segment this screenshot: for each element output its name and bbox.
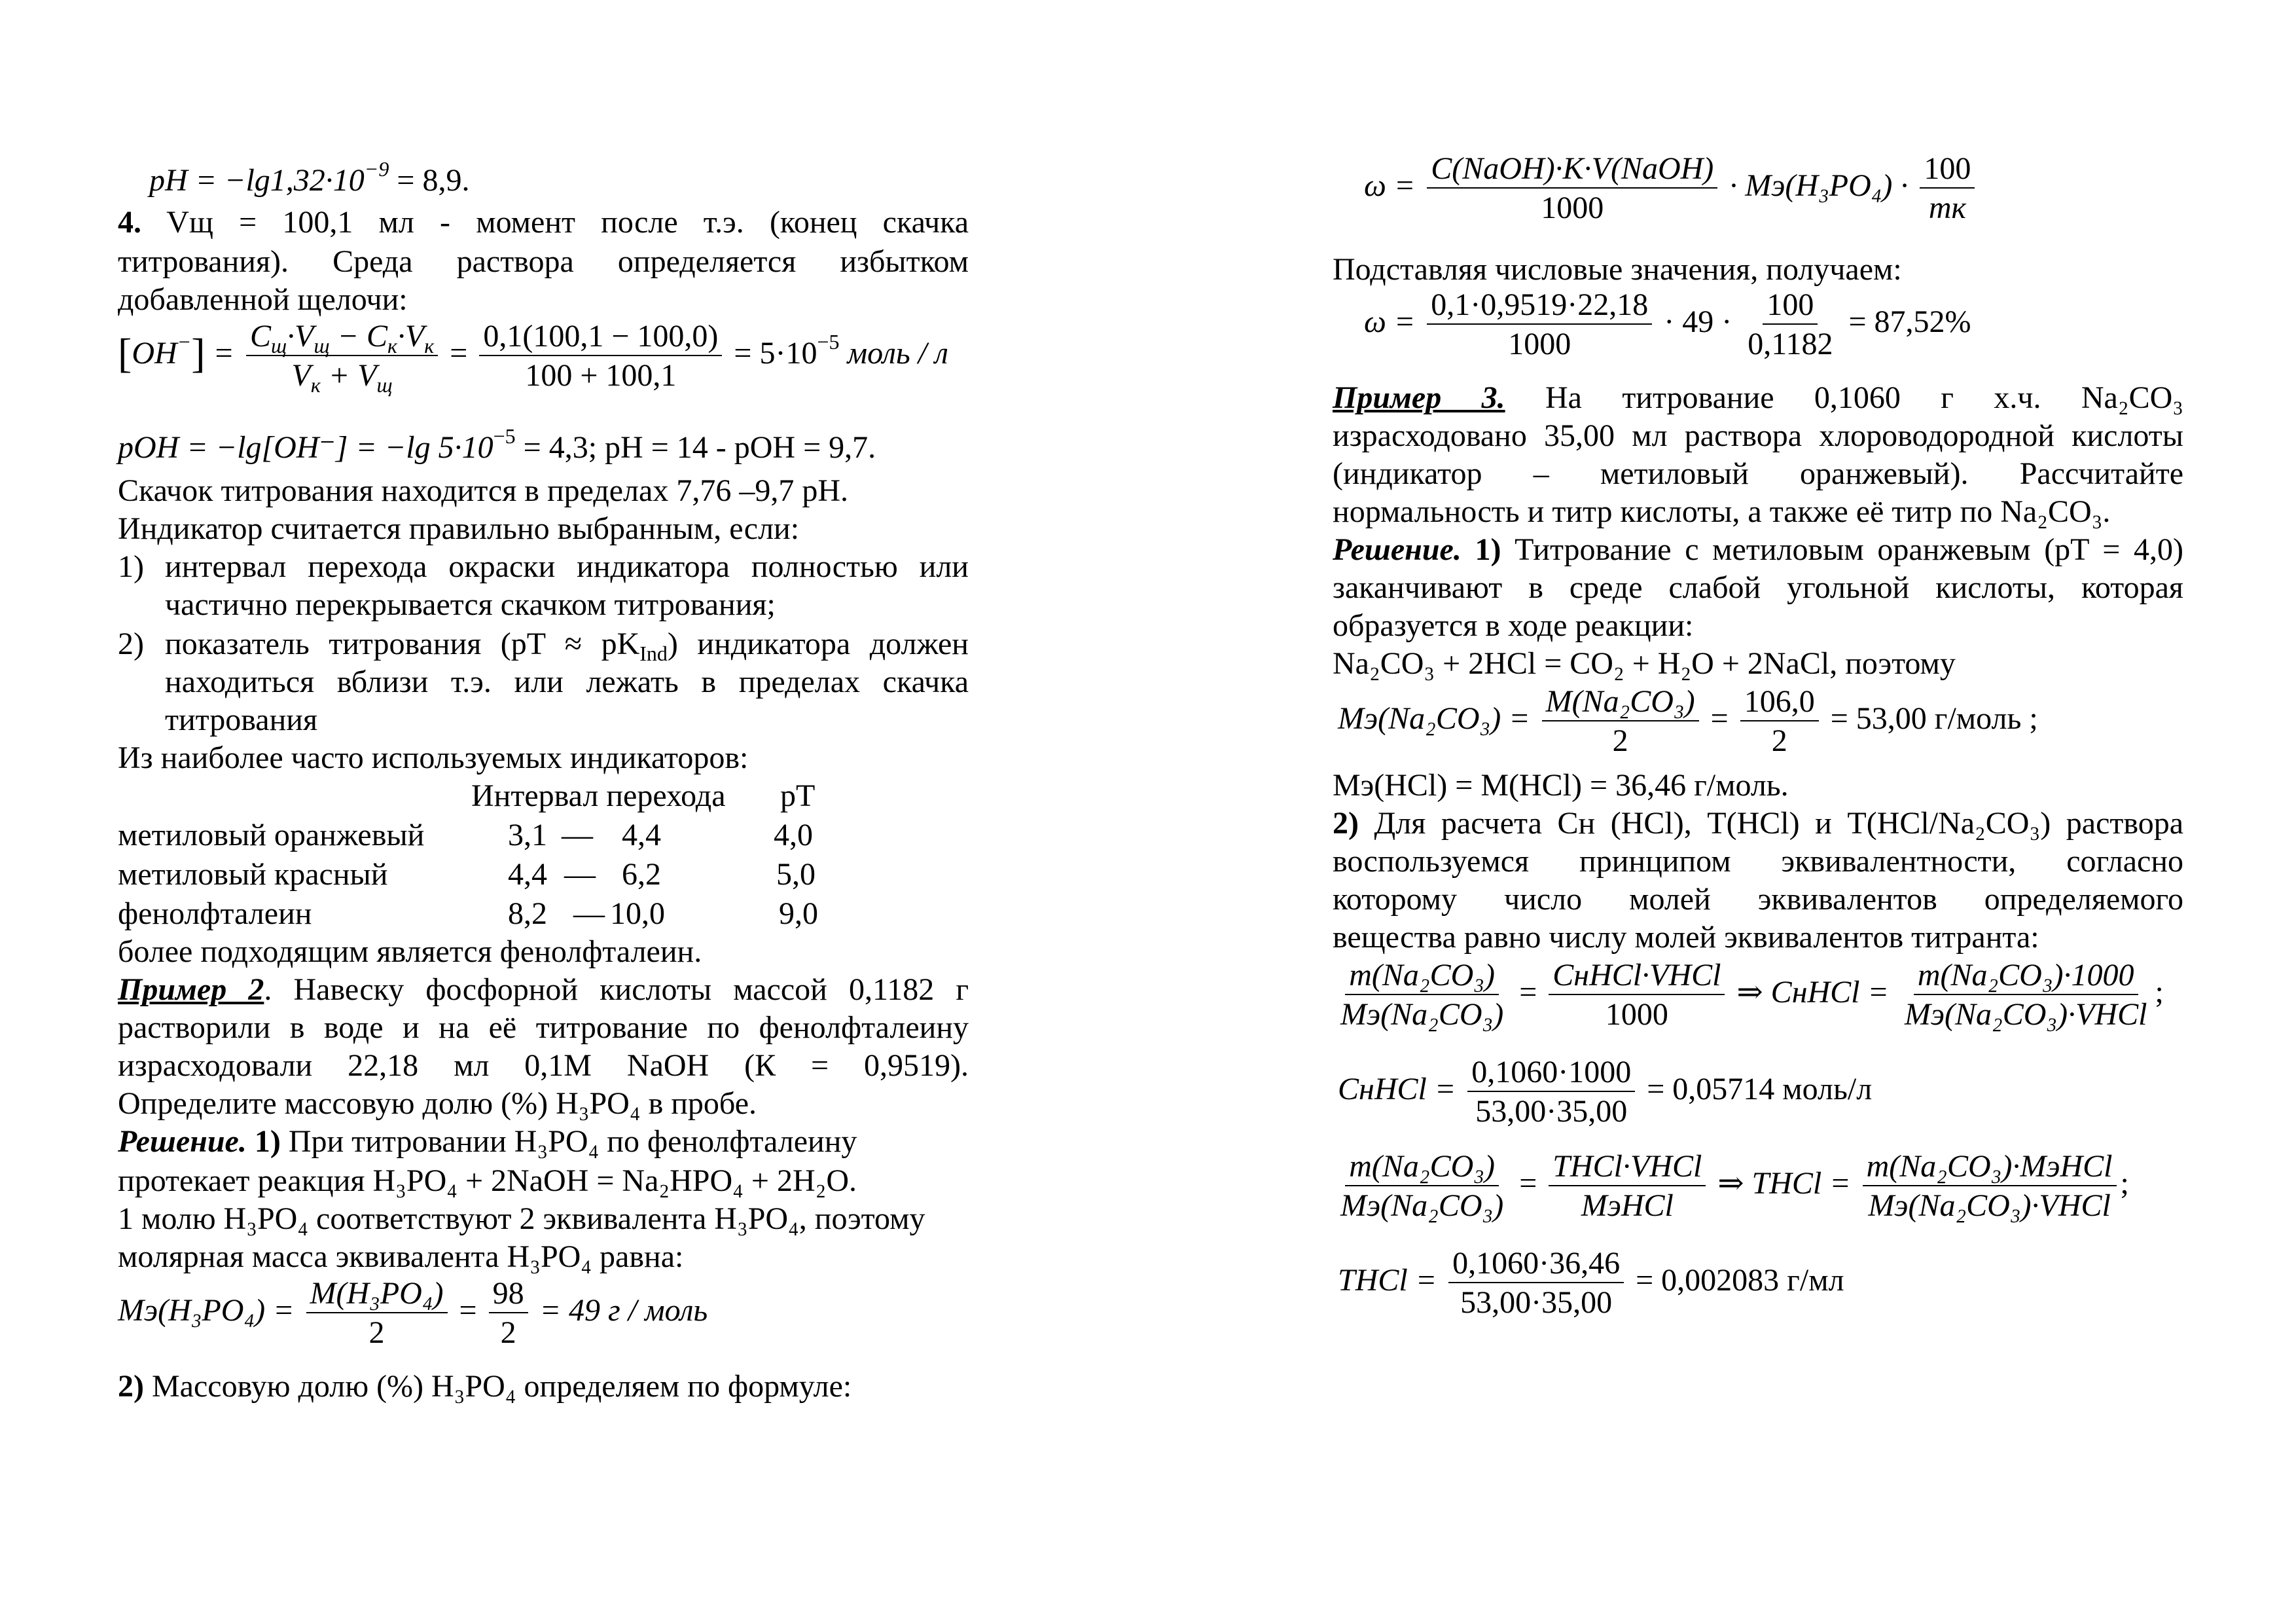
mna-fraction: $\frac{\text{M(Na₂CO₃)}}{2}$ [1542,685,1699,758]
e2-fraction-a: $\frac{\text{m(Na₂CO₃)}}{\text{Mэ(Na₂CO₃)}}$ [1340,1149,1504,1223]
table-cell: 9,0 [779,896,818,931]
table-row: метиловый красный [118,857,388,892]
condition-2-line2: находиться вблизи т.э. или лежать в пределах скачка [165,665,969,699]
table-cell: — [562,818,593,852]
step2-line3: которому число молей эквивалентов определяемого [1333,882,2183,917]
indicator-intro: Индикатор считается правильно выбранным, если: [118,511,800,546]
solution-3-line1: Решение. 1) Титрование с метиловым оранжевым (pT = 4,0) [1333,532,2184,567]
table-cell: — [564,857,596,892]
table-cell: 6,2 [622,857,661,892]
normality-result: CнHCl = $\frac{0,1060\cdot 1000}{53,00\cdot 35,00}$ = 0,05714 моль/л [1338,1055,1873,1129]
step4-line2: титрования). Среда раствора определяется избытком [118,244,969,279]
solution-3-line2: заканчивают в среде слабой угольной кислоты, которая [1333,570,2183,605]
solution-3-line3: образуется в ходе реакции: [1333,608,1694,643]
example-3-line1: Пример 3. На титрование 0,1060 г х.ч. Na₂CO₃ [1333,380,2183,415]
table-header-pt: pT [780,778,816,813]
example-2-line3: израсходовали 22,18 мл 0,1М NaOH (К = 0,9519). [118,1048,969,1083]
solution-2-line2: протекает реакция H₃PO₄ + 2NaOH = Na₂HPO₄ + 2H₂O. [118,1163,857,1198]
mna-fraction-numeric: $\frac{106,0}{2}$ [1740,685,1819,758]
example-2-line2: растворили в воде и на её титрование по фенолфталеину [118,1010,969,1045]
condition-2-line1: показатель титрования $(pT \approx pK_{Ind})$ индикатора должен [165,627,969,665]
solution-2-line3: 1 молю H₃PO₄ соответствуют 2 эквивалента H₃PO₄, поэтому [118,1201,925,1236]
table-row: метиловый оранжевый [118,818,425,852]
w2-fraction: $\frac{0,1\cdot 0,9519\cdot 22,18}{1000}$ [1427,288,1652,361]
table-header-interval: Интервал перехода [471,778,726,813]
example-3-line2: израсходовано 35,00 мл раствора хлороводородной кислоты [1333,418,2183,453]
example-2-line4: Определите массовую долю (%) H₃PO₄ в пробе. [118,1086,757,1121]
na2co3-equivalent-mass: Mэ(Na₂CO₃) = $\frac{\text{M(Na₂CO₃)}}{2}$ = $\frac{106,0}{2}$ = 53,00 г/моль ; [1338,684,2038,758]
condition-1-line1: интервал перехода окраски индикатора полностью или [165,549,969,584]
condition-2-number: 2) [118,627,144,661]
table-cell: 4,4 [622,818,661,852]
substitution-text: Подставляя числовые значения, получаем: [1333,252,1902,287]
oh-fraction-1: $\frac{C_щ\cdot V_щ - C_к\cdot V_к}{V_к + V_щ}$ [246,319,438,393]
condition-2-line3: титрования [165,702,318,737]
table-cell: 4,0 [774,818,813,852]
mass-fraction-formula: ω = $\frac{\text{C(NaOH)·K·V(NaOH)}}{1000}$ · Mэ(H₃PO₄) · $\frac{100}{mк}$ [1364,152,1979,225]
oh-equation: [OH−] = $\frac{C_щ\cdot V_щ - C_к\cdot V_к}{V_к + V_щ}$ = $\frac{0,1(100,1 - 100,0)}{100 + 100,1}$ = $5\cdot 10^{-5}$ моль / л [118,319,948,397]
e2-fraction-c: $\frac{\text{m(Na₂CO₃)·MэHCl}}{\text{Mэ(Na₂CO₃)·VHCl}}$ [1863,1150,2117,1223]
better-indicator: более подходящим является фенолфталеин. [118,934,702,969]
w2-factor: $\frac{100}{0,1182}$ [1748,287,1833,361]
step2-line2: воспользуемся принципом эквивалентности, согласно [1333,844,2183,879]
titer-equation: $\frac{\text{m(Na₂CO₃)}}{\text{Mэ(Na₂CO₃)}}$ = $\frac{\text{THCl·VHCl}}{\text{MэHCl}}$ ⇒ THCl = $\frac{\text{m(Na₂CO₃)·MэHCl}}{\text{Mэ(Na₂CO₃)·VHCl}}$ ; [1333,1150,2129,1223]
example-3-line3: (индикатор – метиловый оранжевый). Рассчитайте [1333,456,2183,491]
table-row: фенолфталеин [118,896,312,931]
solution-2-line4: молярная масса эквивалента H₃PO₄ равна: [118,1239,684,1274]
hcl-equivalent-mass: Mэ(HCl) = M(HCl) = 36,46 г/моль. [1333,768,1789,803]
e1-fraction-a: $\frac{\text{m(Na₂CO₃)}}{\text{Mэ(Na₂CO₃)}}$ [1340,958,1504,1032]
step2-line1: 2) Для расчета Cн (HCl), T(HCl) и T(HCl/Na₂CO₃) раствора [1333,806,2183,841]
table-cell: 8,2 [508,896,547,931]
table-cell: 5,0 [776,857,816,892]
equivalent-mass-equation: Mэ(H₃PO₄) = $\frac{\text{M(H₃PO₄)}}{2}$ = $\frac{98}{2}$ = 49 г / моль [118,1276,708,1350]
w-fraction: $\frac{\text{C(NaOH)·K·V(NaOH)}}{1000}$ [1427,152,1717,225]
step4-line3: добавленной щелочи: [118,282,408,317]
condition-1-number: 1) [118,549,144,584]
step2-line4: вещества равно числу молей эквивалентов титранта: [1333,920,2039,955]
table-cell: 10,0 [610,896,665,931]
e1-fraction-b: $\frac{\text{CнHCl·VHCl}}{1000}$ [1549,958,1725,1032]
condition-1-line2: частично перекрывается скачком титрования; [165,587,776,622]
ph-equation: pH = $-\lg 1,32\cdot 10^{-9} = 8,9$. [149,157,470,198]
table-cell: 4,4 [508,857,547,892]
cn-fraction: $\frac{0,1060\cdot 1000}{53,00\cdot 35,00}$ [1467,1055,1635,1129]
w-factor: $\frac{100}{mк}$ [1920,152,1975,225]
normality-equation: $\frac{\text{m(Na₂CO₃)}}{\text{Mэ(Na₂CO₃)}}$ = $\frac{\text{CнHCl·VHCl}}{1000}$ ⇒ CнHCl = $\frac{\text{m(Na₂CO₃)·1000}}{\text{Mэ(Na₂CO₃)·VHCl}}$ ; [1333,958,2164,1032]
reaction-equation: Na₂CO₃ + 2HCl = CO₂ + H₂O + 2NaCl, поэтому [1333,646,1956,681]
poh-equation: pOH = −lg[OH⁻] = −lg $5\cdot 10^{-5} = 4,3$; pH = 14 - pOH = 9,7. [118,424,876,465]
solution-2-line1: Решение. 1) При титровании H₃PO₄ по фенолфталеину [118,1124,857,1159]
solution-2-step2: 2) Массовую долю (%) H₃PO₄ определяем по формуле: [118,1369,852,1404]
table-cell: 3,1 [508,818,547,852]
me-fraction-numeric: $\frac{98}{2}$ [489,1277,528,1350]
example-3-line4: нормальность и титр кислоты, а также её титр по Na₂CO₃. [1333,494,2111,529]
table-cell: — [573,896,605,931]
common-indicators: Из наиболее часто используемых индикаторов: [118,740,749,775]
jump-text: Скачок титрования находится в пределах 7,76 –9,7 pH. [118,473,848,508]
e2-fraction-b: $\frac{\text{THCl·VHCl}}{\text{MэHCl}}$ [1549,1150,1706,1223]
e1-fraction-c: $\frac{\text{m(Na₂CO₃)·1000}}{\text{Mэ(Na₂CO₃)·VHCl}}$ [1904,958,2147,1032]
oh-fraction-2: $\frac{0,1(100,1 - 100,0)}{100 + 100,1}$ [479,319,722,393]
step4-line1: 4. Vщ = 100,1 мл - момент после т.э. (конец скачка [118,205,969,240]
me-fraction: $\frac{\text{M(H₃PO₄)}}{2}$ [306,1277,448,1350]
example-2-line1: Пример 2. Навеску фосфорной кислоты массой 0,1182 г [118,972,969,1007]
mass-fraction-numeric: ω = $\frac{0,1\cdot 0,9519\cdot 22,18}{1000}$ · 49 · $\frac{100}{0,1182}$ = 87,52% [1364,287,1971,361]
titer-result: THCl = $\frac{0,1060\cdot 36,46}{53,00\cdot 35,00}$ = 0,002083 г/мл [1338,1246,1844,1320]
t-fraction: $\frac{0,1060\cdot 36,46}{53,00\cdot 35,00}$ [1448,1247,1624,1320]
